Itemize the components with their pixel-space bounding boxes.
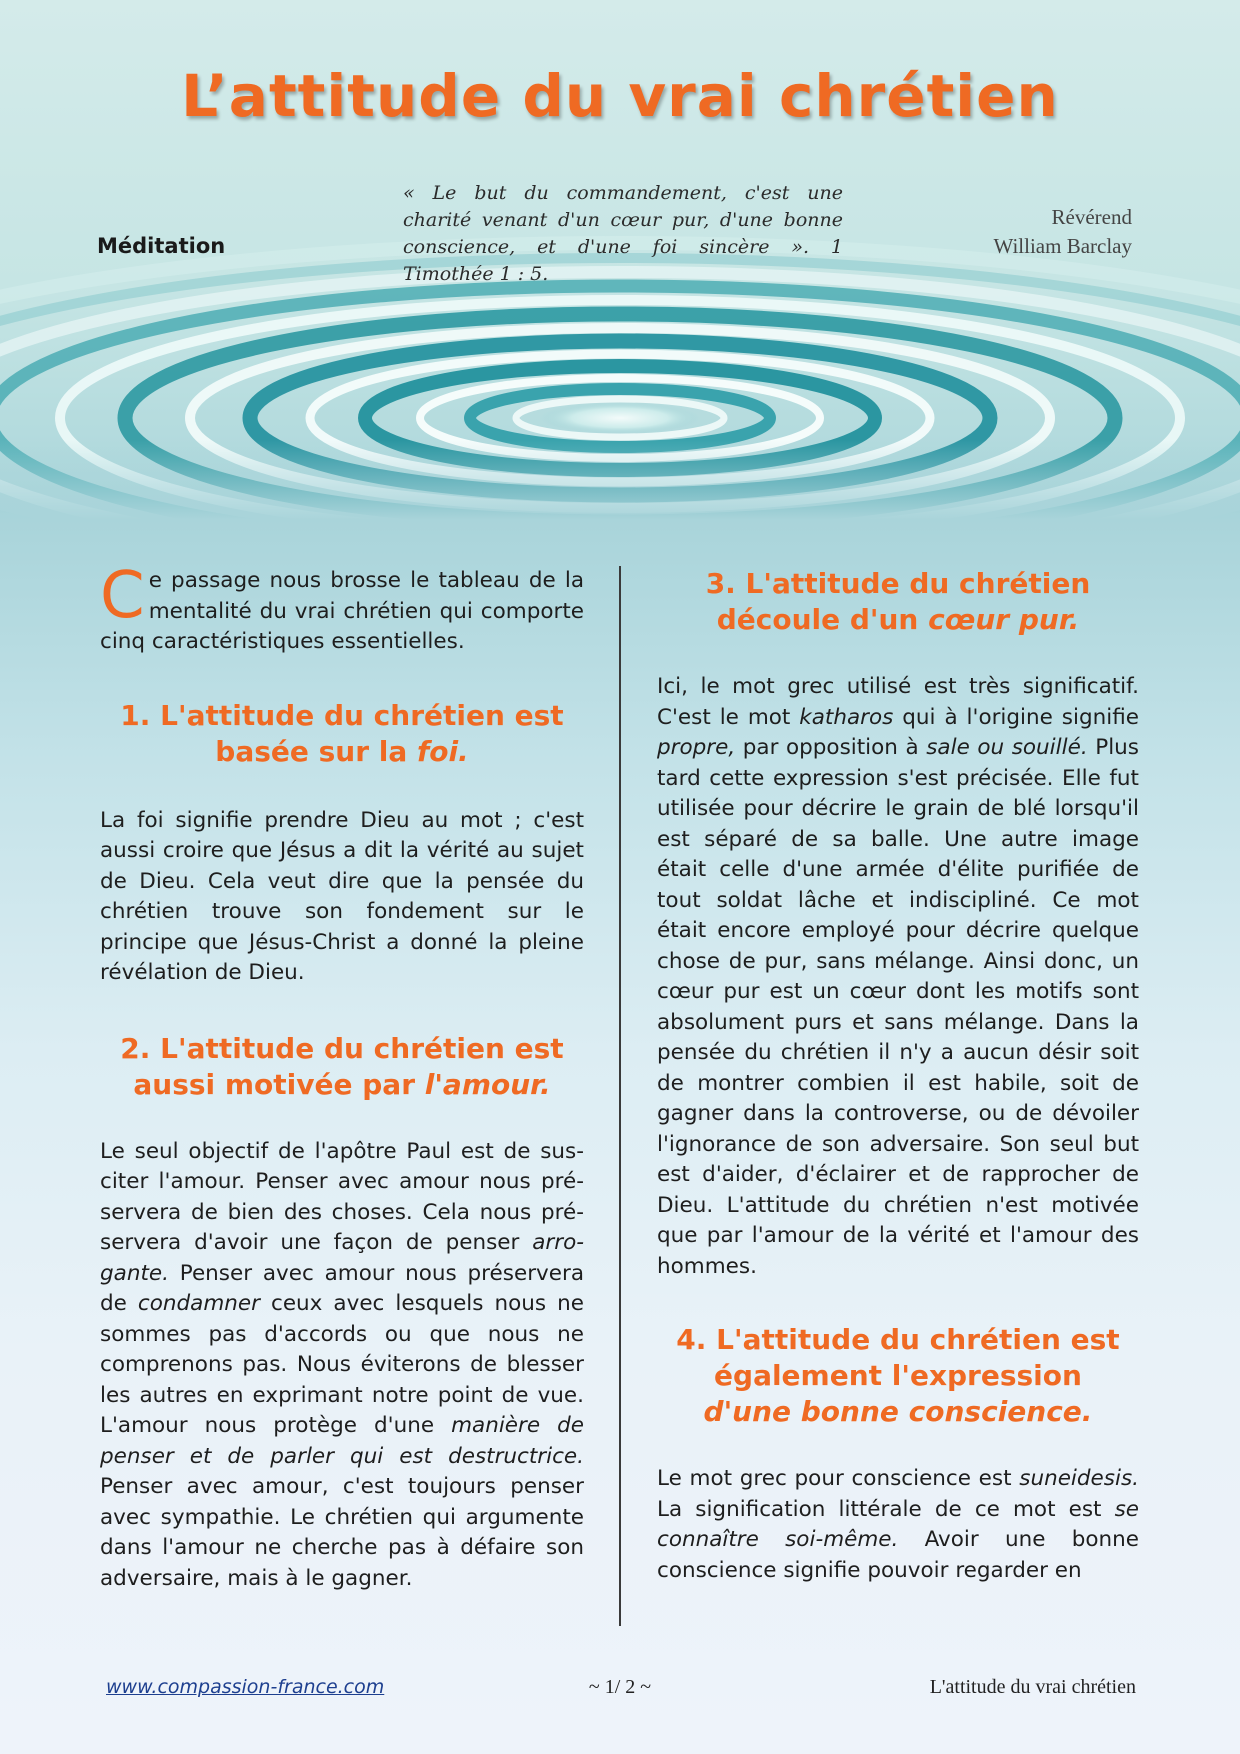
- emphasis: se connaître soi-même.: [657, 1496, 1139, 1552]
- text-run: qui à l'origine signifie: [893, 704, 1140, 730]
- emphasis: katharos: [799, 704, 894, 730]
- emphasis: condamner: [137, 1291, 260, 1316]
- website-link[interactable]: www.compassion-france.com: [106, 1676, 385, 1698]
- section-2-heading-line1: 2. L'attitude du chrétien est: [120, 1031, 564, 1065]
- text-run: Avoir une bonne conscience signifie pouvoir regarder en: [657, 1527, 1139, 1583]
- footer-title: L'attitude du vrai chrétien: [929, 1676, 1136, 1698]
- text-run: ceux avec lesquels nous ne sommes pas d'accords ou que nous ne comprenons pas. Nous éviterons de blesser les autres en exprimant notre point de vue. L'amour nous protège d'une: [100, 1291, 584, 1438]
- text-run: Le seul objectif de l'apôtre Paul est de susciter l'amour. Penser avec amour nous préservera de bien des choses. Cela nous préservera d'avoir une façon de penser: [100, 1138, 584, 1255]
- page-title: L’attitude du vrai chrétien: [181, 62, 1059, 130]
- section-2-heading: [100, 1031, 584, 1103]
- section-1-heading-line1: 1. L'attitude du chrétien est: [120, 698, 564, 732]
- drop-cap: C: [100, 559, 145, 633]
- section-3-heading-line2: découle d'un: [716, 603, 929, 636]
- section-4-heading: [657, 1322, 1139, 1430]
- section-4-heading-line2: également l'expression: [714, 1359, 1082, 1392]
- section-3-heading-line1: 3. L'attitude du chrétien: [705, 567, 1091, 600]
- emphasis: manière de penser et de parler qui est destructrice.: [100, 1413, 584, 1469]
- text-run: Plus tard cette expression s'est précisée. Elle fut utilisée pour décrire le grain de blé lorsqu'il est séparé de sa balle. Une autre image était celle d'une armée d'élite purifiée de tout soldat lâche et indiscipliné. Ce mot était encore employé pour décrire quelque chose de pur, sans mélange. Ainsi donc, un cœur pur est un cœur dont les motifs sont absolument purs et sans mélange. Dans la pensée du chrétien il n'y a aucun désir soit de montrer combien il est habile, soit de gagner dans la controverse, ou de dévoiler l'ignorance de son adversaire. Son seul but est d'aider, d'éclairer et de rapprocher de Dieu. L'attitude du chrétien n'est motivée que par l'amour de la vérité et l'amour des hommes.: [657, 735, 1139, 1279]
- section-4-heading-keyword: d'une bonne conscience.: [703, 1395, 1093, 1428]
- epigraph-quote: « Le but du commandement, c'est une charité venant d'un cœur pur, d'une bonne conscience, et d'une foi sincère ». 1 Timothée 1 : 5.: [403, 182, 843, 285]
- section-1-heading: [100, 698, 584, 770]
- right-column: [657, 566, 1139, 1586]
- page-footer: [0, 1676, 1240, 1706]
- section-3-heading-keyword: cœur pur.: [928, 603, 1080, 636]
- category-label: Méditation: [97, 234, 226, 258]
- emphasis: suneidesis.: [1019, 1466, 1139, 1491]
- emphasis: propre,: [657, 735, 736, 760]
- intro-text: e passage nous brosse le tableau de la mentalité du vrai chrétien qui comporte cinq caractéristiques essentielles.: [100, 568, 584, 654]
- page-number: ~ 1/ 2 ~: [588, 1676, 652, 1698]
- text-run: Penser avec amour, c'est toujours penser avec sympathie. Le chrétien qui argumente dans l'amour ne cherche pas à défaire son adversaire, mais à le gagner.: [100, 1474, 584, 1591]
- author: [993, 203, 1132, 261]
- section-3-body: [657, 672, 1139, 1282]
- author-name: William Barclay: [993, 234, 1132, 258]
- text-run: La signification littérale de ce mot est: [657, 1496, 1115, 1522]
- section-2-body: [100, 1137, 584, 1595]
- text-run: Penser avec amour nous préservera de: [100, 1260, 584, 1316]
- column-divider: [619, 566, 621, 1626]
- left-column: [100, 559, 584, 1594]
- section-2-heading-line2: aussi motivée par: [133, 1067, 425, 1101]
- text-run: par opposition à: [735, 735, 927, 760]
- section-1-heading-line2: basée sur la: [215, 734, 418, 768]
- section-3-heading: [657, 566, 1139, 638]
- intro-paragraph: [100, 559, 584, 658]
- section-1-body: La foi signifie prendre Dieu au mot ; c'est aussi croire que Jésus a dit la vérité au sujet de Dieu. Cela veut dire que la pensée du chrétien trouve son fondement sur le principe que Jésus-Christ a donné la pleine révélation de Dieu.: [100, 807, 584, 985]
- emphasis: arrogante.: [100, 1230, 584, 1286]
- author-title: Révérend: [1051, 205, 1132, 229]
- section-4-heading-line1: 4. L'attitude du chrétien est: [676, 1323, 1120, 1356]
- emphasis: sale ou souillé.: [926, 735, 1088, 760]
- section-4-body: [657, 1464, 1139, 1586]
- section-2-heading-keyword: l'amour.: [424, 1067, 551, 1101]
- text-run: Ici, le mot grec utilisé est très significatif. C'est le mot: [657, 674, 1139, 730]
- text-run: Le mot grec pour conscience est: [657, 1466, 1020, 1491]
- section-1-heading-keyword: foi.: [417, 734, 469, 768]
